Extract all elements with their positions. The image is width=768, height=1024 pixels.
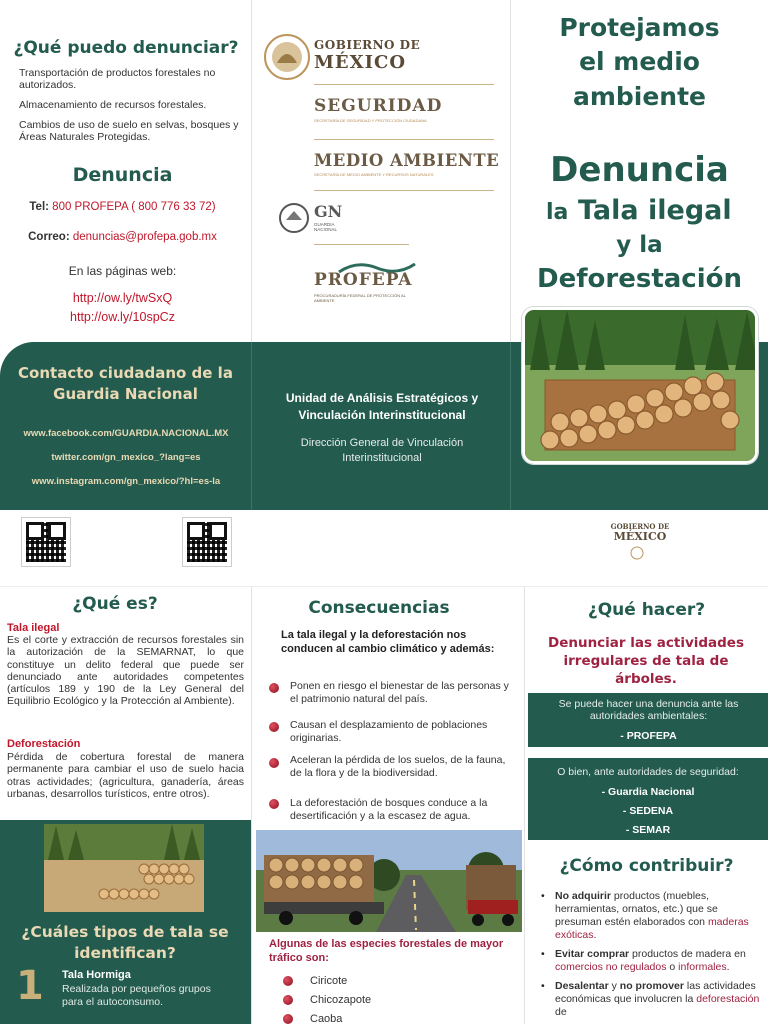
- tala-ilegal-text: Es el corte y extracción de recursos forestales sin la autorización de la SEMARNAT, lo que constituye un delito federal que puede ser denunciado ante autoridades competentes (artículos 189 y 190 de la Ley General del Equilibrio Ecológico y la Protección al Ambiente).: [7, 634, 244, 708]
- logo-divider: [314, 139, 494, 140]
- species-title: Algunas de las especies forestales de mayor tráfico son:: [269, 938, 504, 964]
- gob-logo-line1: GOBIERNO DE: [314, 38, 421, 52]
- contribuir-item-3-red: deforestación: [696, 993, 760, 1005]
- species-bullet-icon: [283, 995, 293, 1005]
- contribuir-item-3-end: de: [555, 1006, 567, 1018]
- consecuencia-item-4: La deforestación de bosques conduce a la desertificación y a la escasez de agua.: [290, 797, 488, 822]
- contribuir-item-3-text2: las actividades económicas que involucren la: [555, 980, 756, 1005]
- que-es-title: ¿Qué es?: [72, 594, 158, 614]
- web-link-1[interactable]: http://ow.ly/twSxQ: [72, 291, 173, 305]
- species-bullet-icon: [283, 1014, 293, 1024]
- panel-divider: [524, 587, 525, 1024]
- tipos-number: 1: [16, 963, 44, 1009]
- cover-footer-gob-2: MÉXICO: [613, 530, 667, 543]
- denunciar-item-2: Almacenamiento de recursos forestales.: [19, 99, 207, 111]
- cover-logs-photo: [522, 307, 758, 464]
- tala-hormiga-text: Realizada por pequeños grupos para el autoconsumo.: [62, 983, 211, 1008]
- contribuir-item-1-bold: No adquirir: [555, 890, 612, 902]
- cover-line-1: Protejamos: [559, 13, 720, 42]
- band-divider: [510, 342, 511, 510]
- contribuir-item-3-bold: Desalentar: [555, 980, 609, 992]
- profepa-box-text: Se puede hacer una denuncia ante las autoridades ambientales:: [558, 698, 739, 722]
- twitter-link[interactable]: twitter.com/gn_mexico_?lang=es: [51, 452, 201, 463]
- profepa-box-item: - PROFEPA: [620, 730, 677, 742]
- contribuir-item-2-mid: o: [666, 961, 679, 973]
- qr-code-twitter[interactable]: [183, 518, 231, 566]
- denunciar-item-3: Cambios de uso de suelo en selvas, bosques y Áreas Naturales Protegidas.: [19, 119, 239, 143]
- contribuir-item-1-red: maderas exóticas: [555, 916, 749, 941]
- denuncia-title: Denuncia: [72, 164, 173, 186]
- web-link-2[interactable]: http://ow.ly/10spCz: [70, 310, 175, 324]
- page-separator: [0, 586, 768, 587]
- contribuir-item-2-text: productos de madera en: [629, 948, 746, 960]
- seguridad-box-text: O bien, ante autoridades de seguridad:: [557, 766, 739, 778]
- contribuir-item-3: [541, 980, 763, 1019]
- consecuencia-bullet-icon: [269, 683, 279, 693]
- gn-emblem-icon: [278, 202, 310, 234]
- contribuir-item-1-end: .: [593, 929, 597, 941]
- que-hacer-title: ¿Qué hacer?: [587, 600, 706, 620]
- tipos-title: ¿Cuáles tipos de tala se identifican?: [21, 923, 229, 962]
- profepa-logo: PROFEPA: [314, 270, 413, 290]
- deforestacion-label: Deforestación: [7, 738, 81, 750]
- contribuir-item-1: [541, 890, 763, 942]
- cover-line-2: el medio: [579, 47, 700, 76]
- gn-logo: GN: [314, 202, 343, 221]
- consecuencia-bullet-icon: [269, 799, 279, 809]
- correo-line: [0, 231, 245, 243]
- green-band-middle: [252, 342, 510, 510]
- cover-big-5: Deforestación: [537, 264, 742, 294]
- que-hacer-lead: Denunciar las actividades irregulares de tala de árboles.: [547, 635, 744, 687]
- logo-divider: [314, 244, 409, 245]
- contribuir-item-2: [541, 948, 763, 974]
- consecuencia-bullet-icon: [269, 722, 279, 732]
- seguridad-item-1: - Guardia Nacional: [601, 786, 695, 798]
- logo-divider: [314, 190, 494, 191]
- que-denunciar-title: ¿Qué puedo denunciar?: [13, 38, 239, 58]
- consecuencia-bullet-icon: [269, 758, 279, 768]
- deforestacion-text: Pérdida de cobertura forestal de manera permanente para cambiar el uso de suelo hacia otras actividades; (agricultura, ganadería, áreas urbanas, desarrollos turísticos, entre otros).: [7, 751, 244, 800]
- contacto-title: Contacto ciudadano de la Guardia Nacional: [18, 364, 233, 403]
- cover-big-2: la: [546, 200, 569, 225]
- contribuir-title: ¿Cómo contribuir?: [559, 856, 734, 876]
- web-label: En las páginas web:: [68, 264, 177, 278]
- contribuir-item-2-end: .: [726, 961, 730, 973]
- gn-logo-sub: GUARDIA NACIONAL: [314, 222, 338, 232]
- contribuir-item-3-text: y: [608, 980, 620, 992]
- contribuir-item-2-bold: Evitar comprar: [555, 948, 630, 960]
- seguridad-item-2: - SEDENA: [622, 805, 674, 817]
- species-item-2: Chicozapote: [310, 994, 372, 1006]
- seguridad-logo: SEGURIDAD: [314, 96, 443, 116]
- tala-ilegal-label: Tala ilegal: [7, 622, 60, 634]
- gob-footer-seal-icon: [630, 546, 644, 560]
- tel-line: [0, 201, 245, 213]
- seguridad-logo-sub: SECRETARÍA DE SEGURIDAD Y PROTECCIÓN CIUDADANA: [314, 118, 427, 123]
- consecuencias-title: Consecuencias: [308, 598, 450, 618]
- medio-ambiente-logo-sub: SECRETARÍA DE MEDIO AMBIENTE Y RECURSOS NATURALES: [314, 172, 434, 177]
- tel-value[interactable]: 800 PROFEPA ( 800 776 33 72): [52, 201, 216, 213]
- consecuencia-item-1: Ponen en riesgo el bienestar de las personas y el patrimonio natural del país.: [290, 680, 509, 705]
- contribuir-list: [541, 890, 763, 1019]
- species-item-3: Caoba: [310, 1013, 343, 1024]
- cover-big-3: Tala ilegal: [578, 195, 732, 226]
- logo-divider: [314, 84, 494, 85]
- consecuencia-item-3: Aceleran la pérdida de los suelos, de la fauna, de la flora y de la biodiversidad.: [290, 754, 506, 779]
- contribuir-item-2-red2: informales: [678, 961, 727, 973]
- species-bullet-icon: [283, 976, 293, 986]
- panel-divider: [251, 587, 252, 1024]
- consecuencias-intro: La tala ilegal y la deforestación nos conducen al cambio climático y además:: [281, 629, 495, 655]
- contribuir-item-3-bold2: no promover: [619, 980, 684, 992]
- tel-label: Tel:: [29, 201, 49, 213]
- profepa-logo-sub: PROCURADURÍA FEDERAL DE PROTECCIÓN AL AMBIENTE: [314, 293, 406, 303]
- cover-line-3: ambiente: [572, 82, 707, 111]
- consecuencia-item-2: Causan el desplazamiento de poblaciones originarias.: [290, 719, 488, 744]
- cover-footer-gob-1: GOBIERNO DE: [610, 522, 670, 531]
- species-item-1: Ciricote: [310, 975, 348, 987]
- correo-label: Correo:: [28, 231, 70, 243]
- unit-subtitle: Dirección General de Vinculación Interinstitucional: [300, 437, 464, 464]
- contribuir-item-2-red: comercios no regulados: [555, 961, 667, 973]
- denunciar-item-1: Transportación de productos forestales no autorizados.: [19, 67, 216, 91]
- truck-photo: [256, 830, 522, 932]
- mexico-seal-icon: [263, 33, 311, 81]
- seguridad-item-3: - SEMAR: [625, 824, 671, 836]
- cover-big-4: y la: [616, 232, 663, 258]
- correo-link[interactable]: denuncias@profepa.gob.mx: [72, 231, 217, 243]
- contribuir-item-1-text: productos (muebles, herramientas, ornatos, etc.) que se presuman estén elaborados con: [555, 890, 718, 928]
- medio-ambiente-logo: MEDIO AMBIENTE: [314, 151, 500, 170]
- cover-big-1: Denuncia: [550, 150, 729, 190]
- unit-title: Unidad de Análisis Estratégicos y Vinculación Interinstitucional: [285, 391, 479, 422]
- instagram-link[interactable]: www.instagram.com/gn_mexico/?hl=es-la: [31, 476, 221, 487]
- panel-que-denunciar: [0, 0, 252, 342]
- gob-logo-line2: MÉXICO: [314, 52, 407, 73]
- forest-logs-photo: [44, 824, 204, 912]
- tala-hormiga-title: Tala Hormiga: [62, 969, 131, 981]
- logos-panel: [252, 0, 510, 342]
- qr-code-facebook[interactable]: [22, 518, 70, 566]
- facebook-link[interactable]: www.facebook.com/GUARDIA.NACIONAL.MX: [23, 428, 229, 439]
